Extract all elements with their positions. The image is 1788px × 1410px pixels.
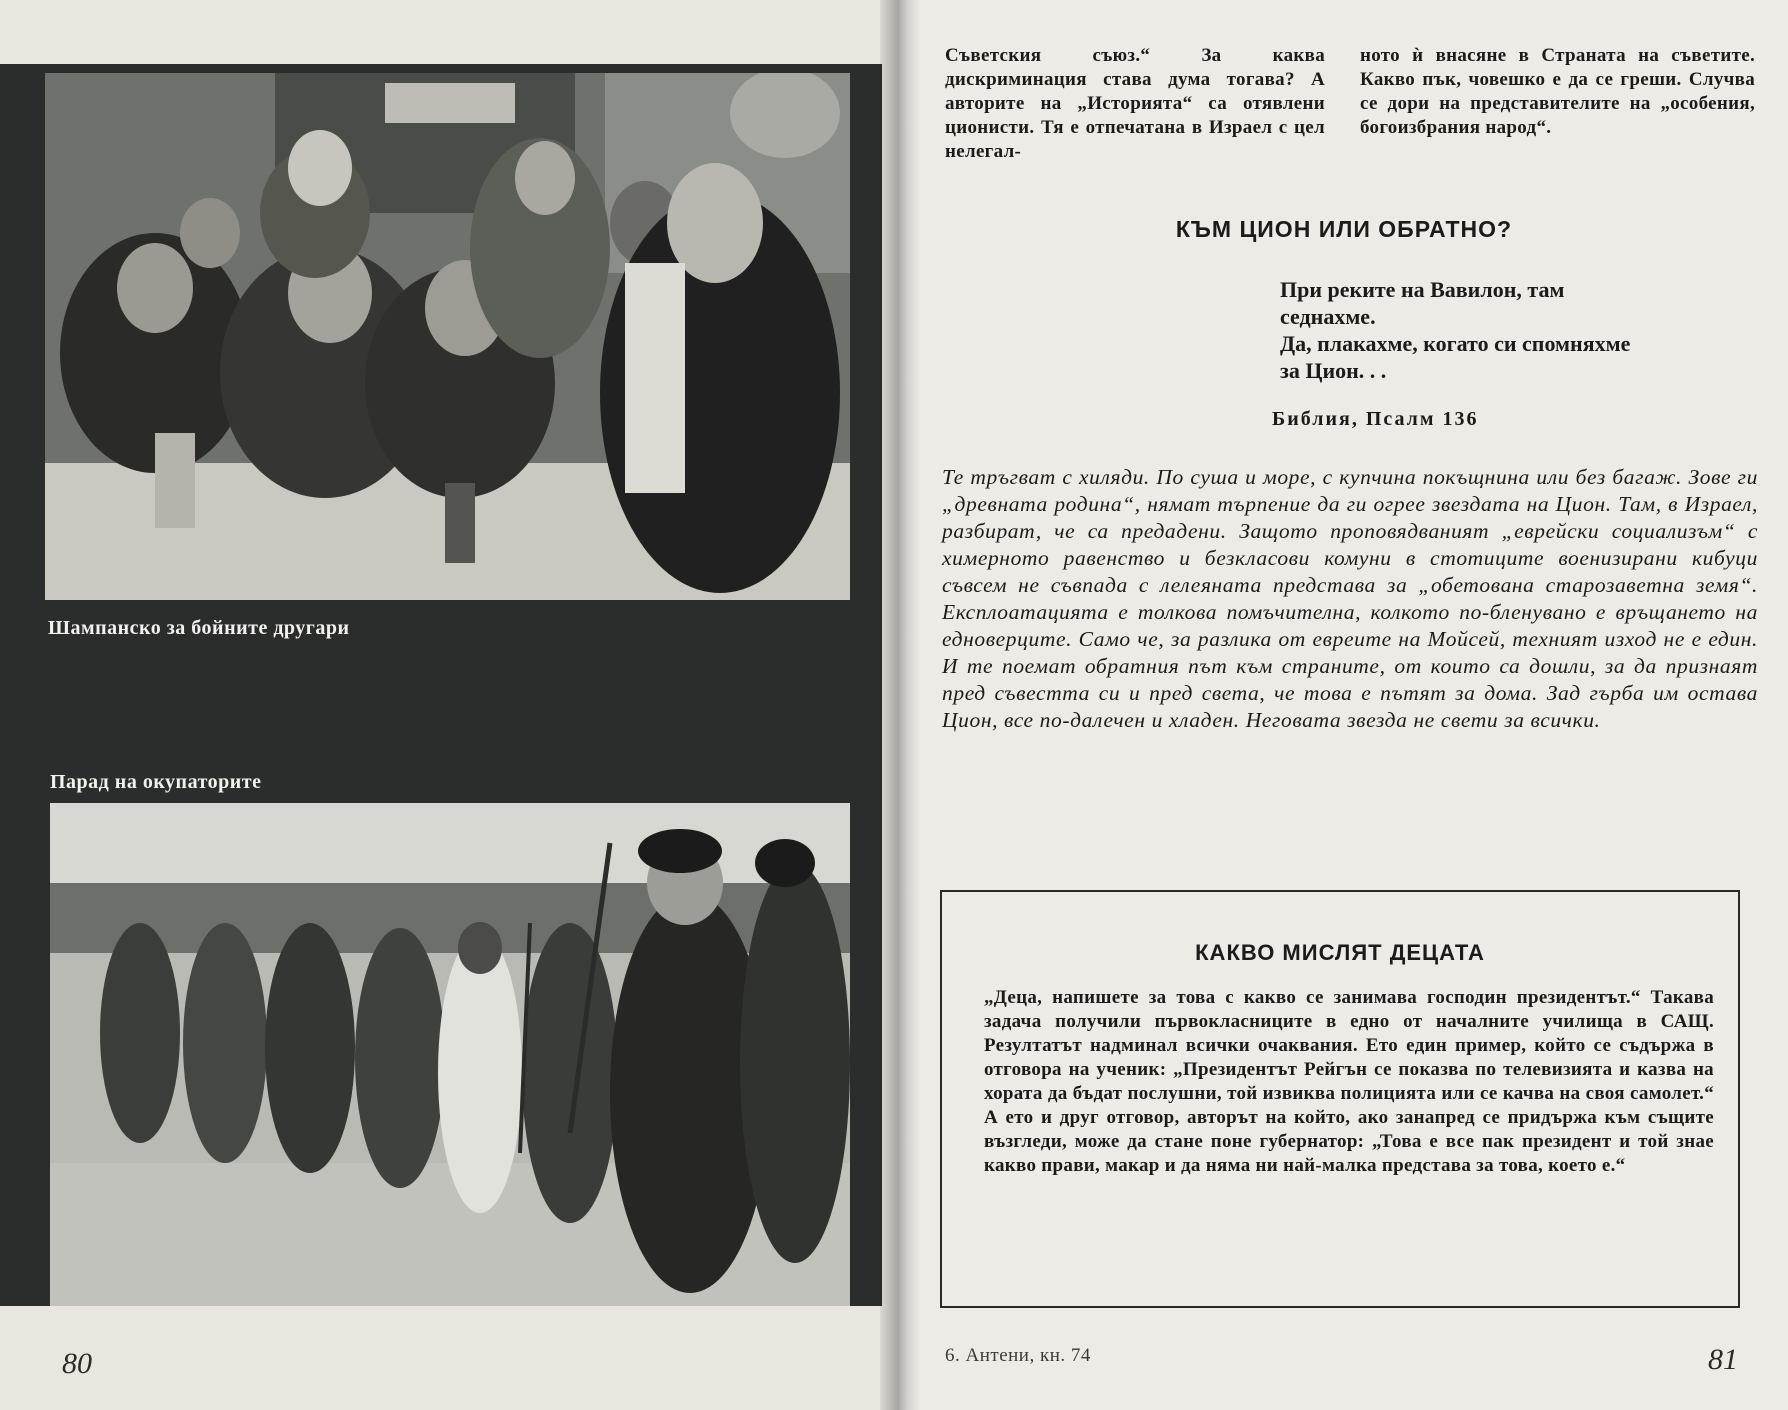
sidebar-title: КАКВО МИСЛЯТ ДЕЦАТА bbox=[1195, 940, 1485, 965]
right-page bbox=[900, 0, 1788, 1410]
intro-paragraph: Те тръгват с хиляди. По суша и море, с купчина покъщнина или без багаж. Зове ги „древната родина“, нямат търпение да ги огрее звездата на Цион. Там, в Израел, разбират, че са предадени. Защото проповядваният „еврейски социализъм“ с химерното равенство и безкласови комуни в стотиците военизирани кибуци съвсем не съвпада с лелеяната представа за „обетована старозаветна земя“. Експлоатацията е толкова помъчителна, колкото по-бленувано е връщането на едноверците. Само че, за разлика от евреите на Мойсей, техният изход не е един. И те поемат обратния път към страните, от които са дошли, за да признаят пред съвестта си и пред света, че това е пътят за дома. Зад гърба им остава Цион, все по-далечен и хладен. Неговата звезда не свети за всички. bbox=[942, 465, 1758, 732]
photo-champagne-toast bbox=[45, 73, 850, 600]
top-column-left: Съветския съюз.“ За каква дискриминация става дума тогава? А авторите на „Историята“ са отявлени ционисти. Тя е отпечатана в Израел с цел нелегал- bbox=[945, 45, 1325, 162]
epigraph-line: При реките на Вавилон, там bbox=[1280, 277, 1565, 302]
book-gutter bbox=[880, 0, 920, 1410]
photo-occupiers-parade bbox=[50, 803, 850, 1306]
epigraph-source: Библия, Псалм 136 bbox=[1272, 408, 1479, 430]
epigraph bbox=[1280, 276, 1758, 384]
left-page-number: 80 bbox=[62, 1347, 92, 1380]
photo-occupiers-parade-image bbox=[50, 803, 850, 1306]
photo-caption-parade: Парад на окупаторите bbox=[50, 771, 262, 793]
epigraph-line: седнахме. bbox=[1280, 304, 1376, 329]
sidebar-text: „Деца, напишете за това с какво се занимава господин президентът.“ Такава задача получили първокласниците в едно от началните училища в САЩ. Резултатът надминал всички очаквания. Ето един пример, който се съдържа в отговора на ученик: „Президентът Рейгън се показва по телевизията и казва на хората да бъдат послушни, той извиква полицията или се качва на своя самолет.“ А ето и друг отговор, авторът на който, ако занапред се придържа към същите възгледи, може да стане поне губернатор: „Това е все пак президент и той знае какво прави, макар и да няма ни най-малка представа за това, което е.“ bbox=[984, 987, 1714, 1176]
photo-champagne-toast-image bbox=[45, 73, 850, 600]
epigraph-line: Да, плакахме, когато си спомняхме bbox=[1280, 331, 1631, 356]
right-page-number: 81 bbox=[1708, 1343, 1738, 1376]
epigraph-line: за Цион. . . bbox=[1280, 358, 1387, 383]
photo-caption-champagne: Шампанско за бойните другари bbox=[48, 617, 350, 639]
footer-credit: 6. Антени, кн. 74 bbox=[945, 1345, 1091, 1366]
top-column-right: ното ѝ внасяне в Страната на съветите. Какво пък, човешко е да се греши. Случва се дори на представителите на „особения, богоизбрания народ“. bbox=[1360, 45, 1755, 138]
section-title: КЪМ ЦИОН ИЛИ ОБРАТНО? bbox=[1175, 216, 1513, 242]
sidebar-box bbox=[940, 890, 1740, 1308]
